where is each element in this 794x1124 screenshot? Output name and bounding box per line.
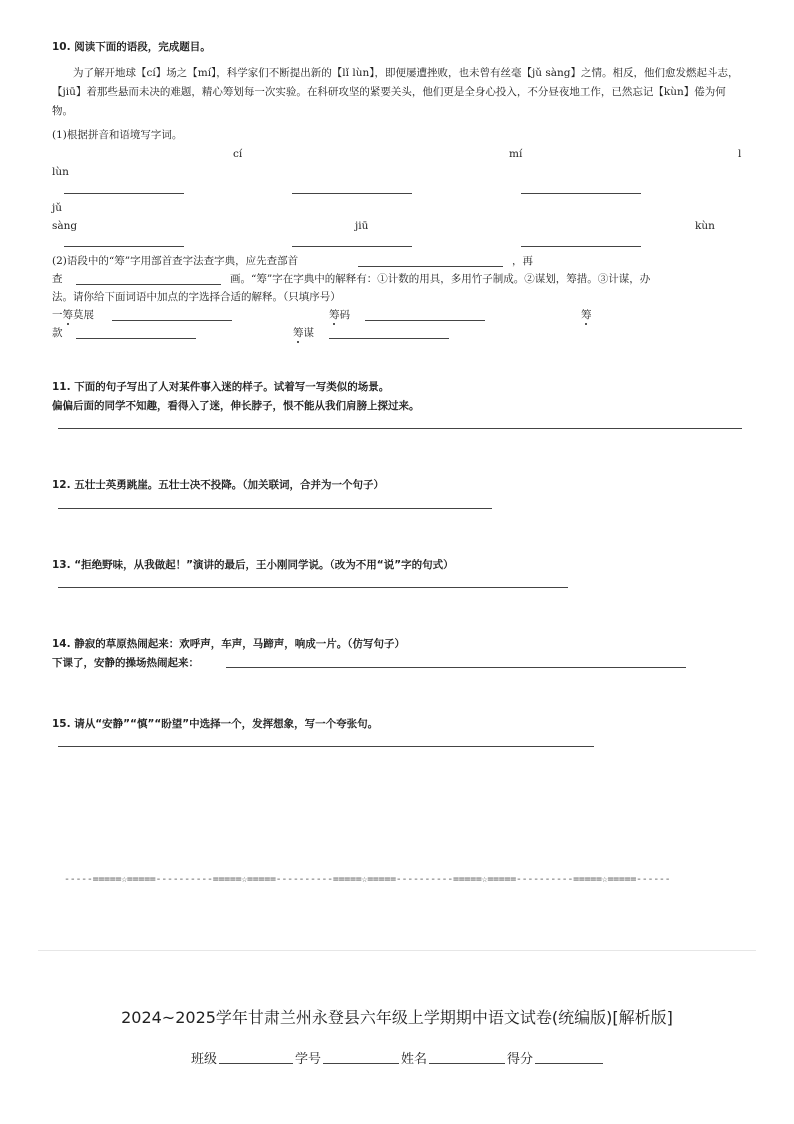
answer-line-mi[interactable] (292, 193, 412, 194)
answer-line-word-4[interactable] (329, 338, 449, 339)
page-divider (38, 950, 756, 951)
class-field[interactable] (219, 1063, 293, 1064)
sub-question-1: (1)根据拼音和语境写字词。 (52, 129, 183, 141)
answer-line-word-3[interactable] (76, 338, 196, 339)
sub-question-2-instruction: 法。请你给下面词语中加点的字选择合适的解释。（只填序号） (52, 291, 341, 303)
dotted-char: 筹 (581, 309, 592, 321)
answer-line-strokes[interactable] (76, 284, 221, 285)
answer-line-word-2[interactable] (365, 320, 485, 321)
answer-line-q11[interactable] (58, 428, 742, 429)
answer-line-ci[interactable] (64, 193, 184, 194)
answer-line-jusang[interactable] (64, 246, 184, 247)
question-10-passage: 为了解开地球【cí】场之【mí】，科学家们不断提出新的【lǐ lùn】，即便屡遭挫败，也未曾有丝毫【jǔ sàng】之情。相反，他们愈发燃起斗志，【jiū】着那些悬而未决的难题，精心筹划每一次实验。在科研攻坚的紧要关头，他们更是全身心投入，不分昼夜地工作，已然忘记【kùn】倦为何物。 (52, 67, 739, 117)
pinyin-ci: cí (233, 148, 243, 160)
pinyin-sang: sàng (52, 220, 78, 232)
pinyin-lun: lùn (52, 166, 69, 178)
exam-title: 2024~2025学年甘肃兰州永登县六年级上学期期中语文试卷(统编版)[解析版] (121, 1008, 673, 1027)
answer-line-q13[interactable] (58, 587, 568, 588)
class-label: 班级 (191, 1052, 218, 1067)
answer-line-kun[interactable] (521, 246, 641, 247)
word-choukuan-char (581, 308, 592, 322)
question-14-title: 14. 静寂的草原热闹起来：欢呼声，车声，马蹄声，响成一片。（仿写句子） (52, 638, 406, 650)
question-11-title: 11. 下面的句子写出了人对某件事入迷的样子。试着写一写类似的场景。 (52, 381, 390, 393)
answer-line-radical[interactable] (358, 266, 503, 267)
sub-question-2-text: (2)语段中的“筹”字用部首查字法查字典，应先查部首 (52, 255, 299, 267)
word-choumou: 筹谋 (293, 327, 314, 339)
word-choukuan-tail: 款 (52, 327, 63, 339)
student-id-label: 学号 (295, 1052, 322, 1067)
word-chouma: 筹码 (329, 309, 350, 321)
question-15-title: 15. 请从“安静”“慎”“盼望”中选择一个，发挥想象，写一个夸张句。 (52, 718, 379, 730)
dotted-char: 筹 (62, 309, 73, 321)
name-field[interactable] (429, 1063, 505, 1064)
sub-question-2-then: ，再 (512, 255, 533, 267)
question-11-sentence: 偏偏后面的同学不知趣，看得入了迷，伸长脖子，恨不能从我们肩膀上探过来。 (52, 400, 420, 412)
student-id-field[interactable] (323, 1063, 399, 1064)
answer-line-lilun[interactable] (521, 193, 641, 194)
pinyin-kun: kùn (695, 220, 715, 232)
sub-question-2-definitions: 画。“筹”字在字典中的解释有：①计数的用具，多用竹子制成。②谋划，筹措。③计谋，办 (230, 273, 651, 285)
pinyin-mi: mí (509, 148, 523, 160)
question-13-title: 13. “拒绝野味，从我做起！”演讲的最后，王小刚同学说。（改为不用“说”字的句式） (52, 559, 454, 571)
score-label: 得分 (507, 1052, 534, 1067)
pinyin-ju: jǔ (52, 202, 63, 214)
answer-line-word-1[interactable] (112, 320, 232, 321)
decorative-separator: -----=====☆=====----------=====☆=====----------=====☆=====----------=====☆=====----------=====☆=====------ (64, 874, 671, 885)
pinyin-li: l (738, 148, 742, 160)
dotted-char: 筹 (293, 327, 304, 339)
answer-line-q15[interactable] (58, 746, 594, 747)
pinyin-jiu: jiū (355, 220, 369, 232)
answer-line-jiu[interactable] (292, 246, 412, 247)
word-yichoumozhan: 一筹莫展 (52, 309, 94, 321)
dotted-char: 筹 (329, 309, 340, 321)
answer-line-q14[interactable] (226, 667, 686, 668)
question-12-title: 12. 五壮士英勇跳崖。五壮士决不投降。（加关联词，合并为一个句子） (52, 479, 385, 491)
question-14-prompt: 下课了，安静的操场热闹起来： (52, 657, 199, 669)
score-field[interactable] (535, 1063, 603, 1064)
name-label: 姓名 (401, 1052, 428, 1067)
question-10-title: 10. 阅读下面的语段，完成题目。 (52, 41, 211, 53)
sub-question-2-check: 查 (52, 273, 63, 285)
answer-line-q12[interactable] (58, 508, 492, 509)
